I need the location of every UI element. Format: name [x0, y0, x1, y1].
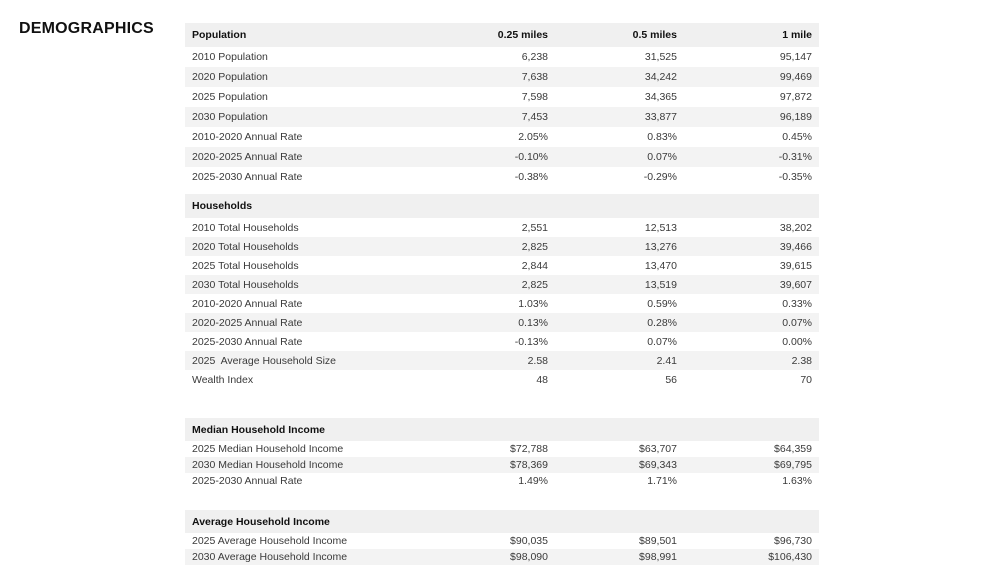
table-row: [185, 47, 819, 67]
table-row: [185, 313, 819, 332]
row-label: 2025-2030 Annual Rate: [192, 475, 303, 487]
row-label: 2025-2030 Annual Rate: [192, 171, 303, 183]
cell-value: 38,202: [779, 221, 812, 234]
population-table: [185, 23, 819, 187]
row-label: 2025 Total Households: [192, 259, 299, 272]
table-row: [185, 294, 819, 313]
table-row: [185, 107, 819, 127]
households-header-row: [185, 194, 819, 218]
cell-value: 6,238: [521, 51, 548, 63]
population-header-row: [185, 23, 819, 47]
cell-value: 13,519: [644, 278, 677, 291]
table-row: [185, 275, 819, 294]
row-label: 2030 Median Household Income: [192, 459, 344, 471]
average-income-header-row: [185, 510, 819, 533]
section-header: Population: [192, 29, 247, 41]
cell-value: 1.63%: [782, 475, 812, 487]
cell-value: -0.35%: [778, 171, 812, 183]
cell-value: 34,365: [644, 91, 677, 103]
row-label: 2010-2020 Annual Rate: [192, 131, 303, 143]
section-header: Median Household Income: [192, 423, 326, 436]
median-income-table: [185, 418, 819, 489]
cell-value: 39,466: [779, 240, 812, 253]
table-row: [185, 237, 819, 256]
row-label: 2010 Population: [192, 51, 268, 63]
table-row: [185, 256, 819, 275]
cell-value: 39,615: [779, 259, 812, 272]
households-table: [185, 194, 819, 389]
cell-value: 1.49%: [518, 475, 548, 487]
cell-value: $72,788: [510, 443, 548, 455]
cell-value: 39,607: [779, 278, 812, 291]
cell-value: $106,430: [768, 551, 812, 563]
cell-value: 0.83%: [647, 131, 677, 143]
cell-value: 0.13%: [518, 316, 548, 329]
table-row: [185, 167, 819, 187]
cell-value: 1.71%: [647, 475, 677, 487]
cell-value: 2,551: [521, 221, 548, 234]
cell-value: $89,501: [639, 535, 677, 547]
average-income-table: [185, 510, 819, 565]
cell-value: -0.31%: [778, 151, 812, 163]
cell-value: 0.33%: [782, 297, 812, 310]
cell-value: 56: [665, 373, 677, 386]
row-label: 2030 Population: [192, 111, 268, 123]
table-row: [185, 147, 819, 167]
cell-value: 2.38: [791, 354, 812, 367]
cell-value: 13,276: [644, 240, 677, 253]
cell-value: 2.41: [656, 354, 677, 367]
cell-value: -0.10%: [514, 151, 548, 163]
cell-value: 33,877: [644, 111, 677, 123]
row-label: 2020 Total Households: [192, 240, 299, 253]
row-label: 2020 Population: [192, 71, 268, 83]
cell-value: 7,453: [521, 111, 548, 123]
cell-value: 34,242: [644, 71, 677, 83]
cell-value: 13,470: [644, 259, 677, 272]
cell-value: 0.28%: [647, 316, 677, 329]
cell-value: -0.29%: [643, 171, 677, 183]
cell-value: -0.38%: [514, 171, 548, 183]
cell-value: 48: [536, 373, 548, 386]
row-label: Wealth Index: [192, 373, 254, 386]
cell-value: $98,991: [639, 551, 677, 563]
row-label: 2025 Median Household Income: [192, 443, 344, 455]
cell-value: $90,035: [510, 535, 548, 547]
row-label: 2020-2025 Annual Rate: [192, 151, 303, 163]
table-row: [185, 533, 819, 549]
cell-value: 7,638: [521, 71, 548, 83]
cell-value: 0.00%: [782, 335, 812, 348]
table-row: [185, 87, 819, 107]
cell-value: 96,189: [779, 111, 812, 123]
column-header: 1 mile: [782, 29, 812, 41]
cell-value: 2,825: [521, 278, 548, 291]
row-label: 2030 Average Household Income: [192, 551, 348, 563]
table-row: [185, 441, 819, 457]
page-title: DEMOGRAPHICS: [19, 20, 154, 37]
section-header: Average Household Income: [192, 515, 330, 528]
cell-value: $63,707: [639, 443, 677, 455]
cell-value: 12,513: [644, 221, 677, 234]
row-label: 2020-2025 Annual Rate: [192, 316, 303, 329]
column-header: 0.25 miles: [497, 29, 548, 41]
cell-value: 0.59%: [647, 297, 677, 310]
cell-value: $78,369: [510, 459, 548, 471]
cell-value: 99,469: [779, 71, 812, 83]
column-header: 0.5 miles: [632, 29, 677, 41]
cell-value: 70: [800, 373, 812, 386]
row-label: 2025-2030 Annual Rate: [192, 335, 303, 348]
table-row: [185, 218, 819, 237]
table-row: [185, 67, 819, 87]
cell-value: 7,598: [521, 91, 548, 103]
cell-value: $69,795: [774, 459, 812, 471]
cell-value: 31,525: [644, 51, 677, 63]
cell-value: 2,844: [521, 259, 548, 272]
cell-value: 2.58: [527, 354, 548, 367]
cell-value: 0.45%: [782, 131, 812, 143]
row-label: 2025 Average Household Income: [192, 535, 348, 547]
cell-value: $64,359: [774, 443, 812, 455]
section-header: Households: [192, 200, 253, 212]
table-row: [185, 332, 819, 351]
cell-value: $69,343: [639, 459, 677, 471]
table-row: [185, 457, 819, 473]
cell-value: 0.07%: [647, 151, 677, 163]
row-label: 2025 Population: [192, 91, 268, 103]
table-row: [185, 549, 819, 565]
table-row: [185, 370, 819, 389]
cell-value: 0.07%: [782, 316, 812, 329]
row-label: 2010 Total Households: [192, 221, 299, 234]
table-row: [185, 127, 819, 147]
cell-value: -0.13%: [514, 335, 548, 348]
cell-value: 95,147: [779, 51, 812, 63]
cell-value: 2,825: [521, 240, 548, 253]
median-income-header-row: [185, 418, 819, 441]
table-row: [185, 351, 819, 370]
cell-value: $98,090: [510, 551, 548, 563]
table-row: [185, 473, 819, 489]
row-label: 2030 Total Households: [192, 278, 299, 291]
cell-value: 97,872: [779, 91, 812, 103]
row-label: 2010-2020 Annual Rate: [192, 297, 303, 310]
cell-value: 0.07%: [647, 335, 677, 348]
cell-value: 2.05%: [518, 131, 548, 143]
cell-value: 1.03%: [518, 297, 548, 310]
cell-value: $96,730: [774, 535, 812, 547]
row-label: 2025 Average Household Size: [192, 354, 336, 367]
